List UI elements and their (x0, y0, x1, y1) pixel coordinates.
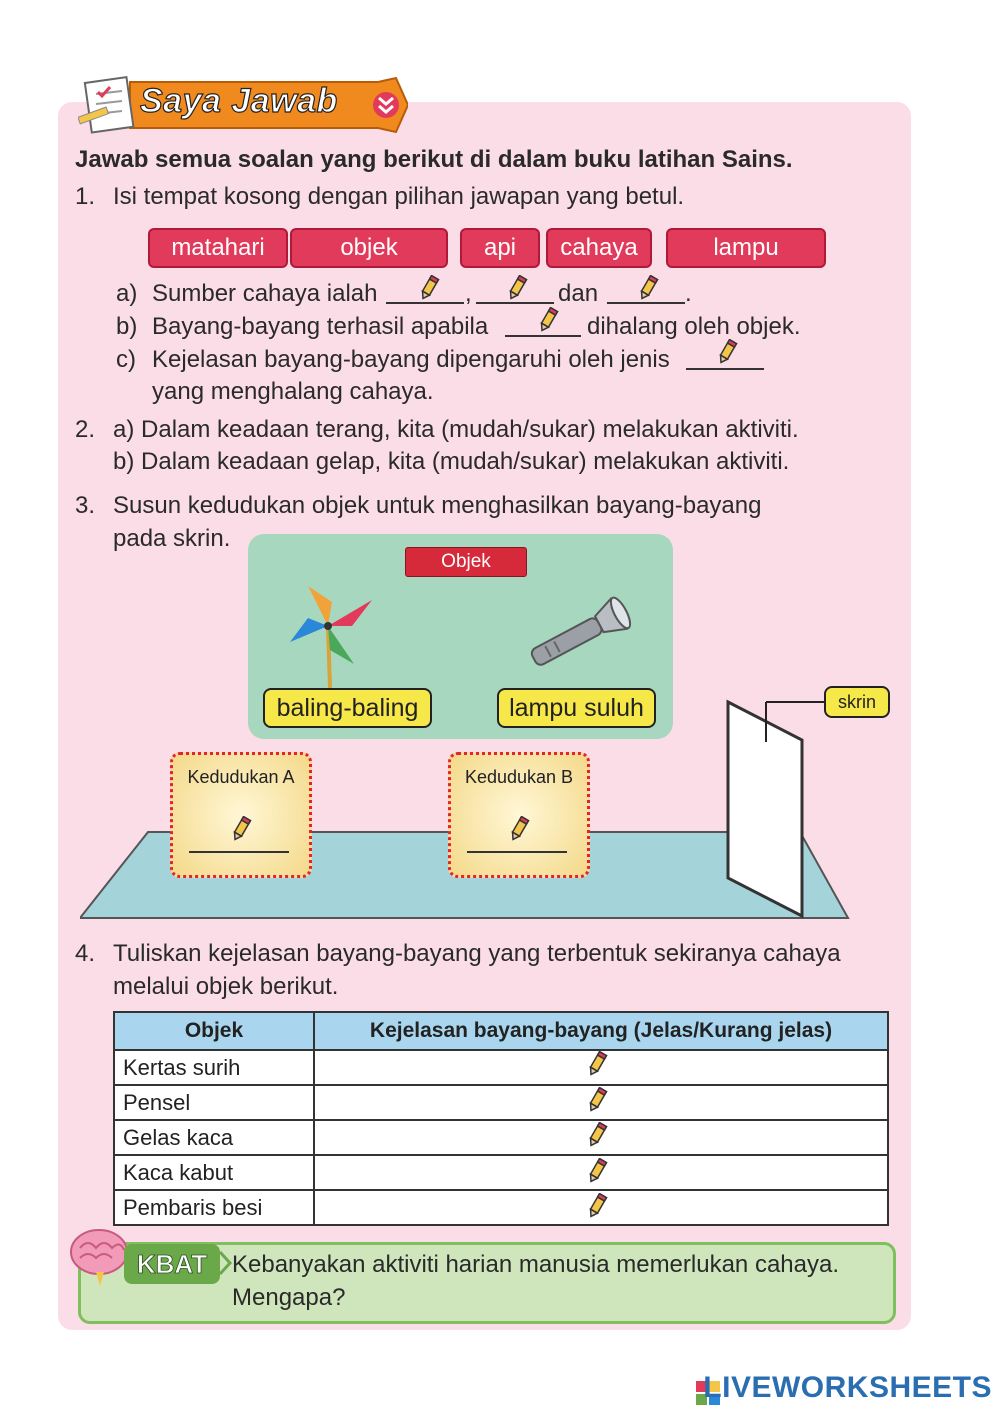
choice-chip[interactable]: objek (290, 228, 448, 268)
q4-text-1: Tuliskan kejelasan bayang-bayang yang terbentuk sekiranya cahaya (113, 940, 841, 967)
answer-blank[interactable] (467, 851, 567, 853)
q1b-text-2: dihalang oleh objek. (587, 313, 801, 340)
pencil-icon (586, 1193, 608, 1219)
flashlight-icon (522, 590, 644, 670)
q2b-text: b) Dalam keadaan gelap, kita (mudah/sukar) melakukan aktiviti. (113, 448, 790, 475)
q3-text-1: Susun kedudukan objek untuk menghasilkan bayang-bayang (113, 492, 762, 519)
choice-chip[interactable]: api (460, 228, 540, 268)
q1b-text-1: Bayang-bayang terhasil apabila (152, 313, 489, 340)
q1a-text: Sumber cahaya ialah (152, 280, 378, 307)
q1a-end: . (685, 280, 692, 307)
object-tag[interactable]: lampu suluh (497, 688, 656, 728)
q4-text-2: melalui objek berikut. (113, 973, 339, 1000)
q1c-text-2: yang menghalang cahaya. (152, 378, 434, 405)
q2-number: 2. (75, 416, 96, 443)
q3-number: 3. (75, 492, 96, 519)
kbat-question-2: Mengapa? (232, 1284, 346, 1311)
pencil-icon (586, 1122, 608, 1148)
answer-blank[interactable] (189, 851, 289, 853)
kbat-question-1: Kebanyakan aktiviti harian manusia memerlukan cahaya. (232, 1251, 839, 1278)
brand-wordmark: LIVEWORKSHEETS (703, 1371, 992, 1404)
column-header: Kejelasan bayang-bayang (Jelas/Kurang jelas) (314, 1012, 888, 1050)
position-a-dropzone[interactable] (170, 752, 312, 878)
q1a-label: a) (116, 280, 138, 307)
table-row (114, 1155, 888, 1190)
object-cell: Gelas kaca (114, 1120, 314, 1155)
choice-chip[interactable]: lampu (666, 228, 826, 268)
table-row (114, 1050, 888, 1085)
pencil-icon (586, 1158, 608, 1184)
brain-icon (66, 1226, 132, 1288)
q1b-label: b) (116, 313, 138, 340)
answer-blank[interactable] (386, 302, 464, 304)
checklist-icon (78, 77, 133, 132)
choice-chip[interactable]: cahaya (546, 228, 652, 268)
pencil-icon (418, 275, 440, 301)
object-tag[interactable]: baling-baling (263, 688, 432, 728)
pinwheel-icon (286, 580, 378, 690)
pencil-icon (230, 816, 252, 842)
instruction: Jawab semua soalan yang berikut di dalam buku latihan Sains. (75, 146, 793, 173)
pencil-icon (637, 275, 659, 301)
pencil-icon (586, 1051, 608, 1077)
pencil-icon (586, 1087, 608, 1113)
object-cell: Pensel (114, 1085, 314, 1120)
position-b-dropzone[interactable] (448, 752, 590, 878)
section-title: Saya Jawab (140, 82, 338, 120)
q1-prompt: Isi tempat kosong dengan pilihan jawapan yang betul. (113, 183, 685, 210)
q1a-comma: , (465, 280, 472, 307)
pencil-icon (508, 816, 530, 842)
q4-number: 4. (75, 940, 96, 967)
object-cell: Pembaris besi (114, 1190, 314, 1225)
q1a-and: dan (558, 280, 599, 307)
chevron-right-icon (218, 1250, 232, 1276)
pencil-icon (506, 275, 528, 301)
table-row (114, 1120, 888, 1155)
position-b-label: Kedudukan B (464, 767, 574, 787)
objects-box-label: Objek (405, 547, 527, 577)
q1c-text-1: Kejelasan bayang-bayang dipengaruhi oleh jenis (152, 346, 670, 373)
object-cell: Kaca kabut (114, 1155, 314, 1190)
pencil-icon (716, 339, 738, 365)
column-header: Objek (114, 1012, 314, 1050)
table-row (114, 1085, 888, 1120)
position-a-label: Kedudukan A (187, 767, 295, 787)
screen-label: skrin (824, 686, 890, 718)
q1c-label: c) (116, 346, 136, 373)
answer-blank[interactable] (505, 335, 581, 337)
answer-blank[interactable] (686, 368, 764, 370)
q1-number: 1. (75, 183, 96, 210)
answer-blank[interactable] (607, 302, 685, 304)
kbat-tag: KBAT (124, 1244, 220, 1284)
object-cell: Kertas surih (114, 1050, 314, 1085)
q3-text-2: pada skrin. (113, 525, 231, 552)
pencil-icon (537, 307, 559, 333)
table-row (114, 1190, 888, 1225)
clarity-table (113, 1011, 889, 1226)
q2a-text: a) Dalam keadaan terang, kita (mudah/sukar) melakukan aktiviti. (113, 416, 799, 443)
choice-chip[interactable]: matahari (148, 228, 288, 268)
answer-blank[interactable] (476, 302, 554, 304)
